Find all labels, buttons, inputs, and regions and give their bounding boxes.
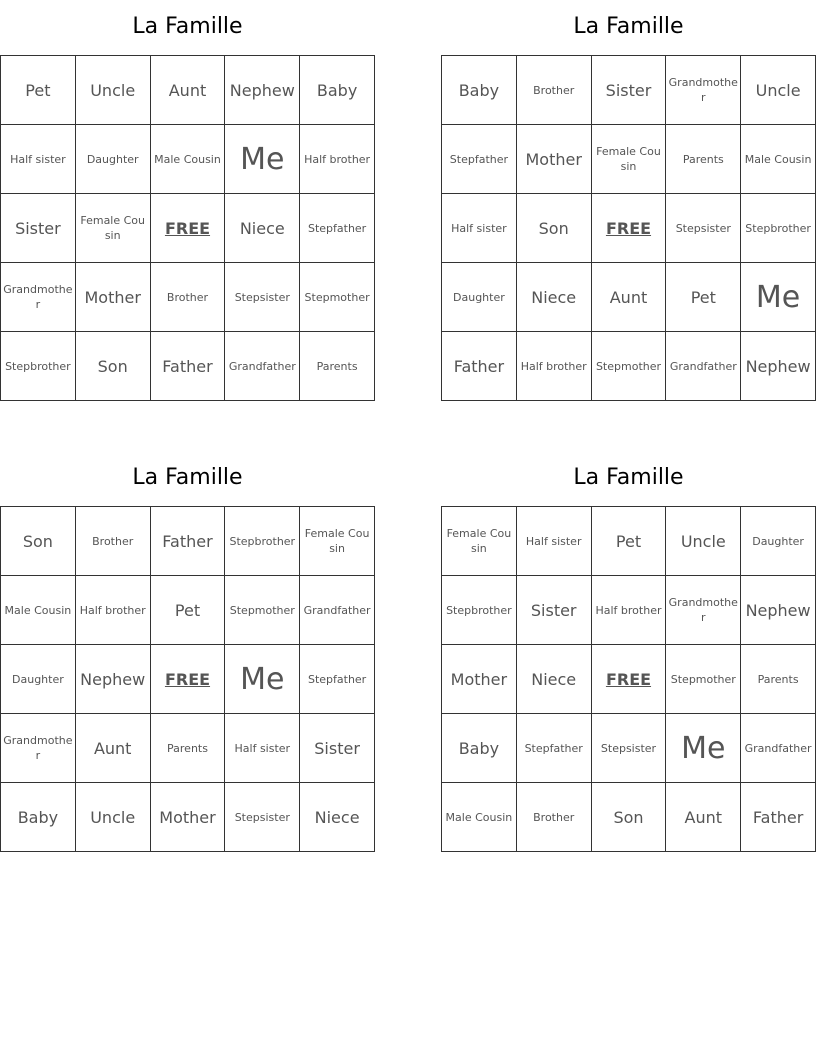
bingo-cell[interactable]: Grandfather <box>300 576 375 645</box>
bingo-cell[interactable]: Sister <box>591 56 666 125</box>
bingo-cell[interactable]: Stepsister <box>225 783 300 852</box>
bingo-cell[interactable]: Brother <box>150 263 225 332</box>
bingo-cell[interactable]: Stepbrother <box>225 507 300 576</box>
bingo-cell[interactable]: Half sister <box>225 714 300 783</box>
bingo-cell[interactable]: Son <box>75 332 150 401</box>
bingo-cell[interactable]: Baby <box>442 714 517 783</box>
bingo-grid <box>0 55 375 401</box>
bingo-cell[interactable]: Brother <box>516 783 591 852</box>
bingo-cell[interactable]: Stepmother <box>300 263 375 332</box>
bingo-cell[interactable]: Half brother <box>300 125 375 194</box>
bingo-cell[interactable]: Stepfather <box>442 125 517 194</box>
bingo-cell[interactable]: Stepfather <box>300 645 375 714</box>
grid-row <box>442 645 816 714</box>
bingo-cell[interactable]: Son <box>591 783 666 852</box>
grid-row <box>1 263 375 332</box>
bingo-cell[interactable]: Daughter <box>442 263 517 332</box>
bingo-cell[interactable]: Stepmother <box>591 332 666 401</box>
grid-row <box>1 507 375 576</box>
grid-row <box>442 714 816 783</box>
bingo-cell[interactable]: Son <box>1 507 76 576</box>
bingo-cell[interactable]: Stepsister <box>666 194 741 263</box>
card-title-text: La Famille <box>573 465 684 490</box>
bingo-cell[interactable]: Pet <box>591 507 666 576</box>
bingo-cell[interactable]: Half brother <box>516 332 591 401</box>
card-title-text: La Famille <box>132 14 243 39</box>
bingo-cell[interactable]: Half sister <box>516 507 591 576</box>
bingo-cell[interactable]: Stepfather <box>300 194 375 263</box>
bingo-cell[interactable]: Mother <box>150 783 225 852</box>
bingo-cell[interactable]: Niece <box>300 783 375 852</box>
card-title <box>441 0 816 55</box>
bingo-cell[interactable]: Sister <box>300 714 375 783</box>
bingo-cell[interactable]: Me <box>225 645 300 714</box>
bingo-cell[interactable]: Stepfather <box>516 714 591 783</box>
bingo-cell[interactable]: Grandmother <box>666 576 741 645</box>
bingo-grid <box>441 506 816 852</box>
bingo-card-4 <box>441 451 816 852</box>
bingo-cell[interactable]: Baby <box>1 783 76 852</box>
bingo-cell[interactable]: Uncle <box>666 507 741 576</box>
bingo-cell[interactable]: Uncle <box>741 56 816 125</box>
bingo-cell[interactable]: Me <box>225 125 300 194</box>
bingo-cell[interactable]: Parents <box>300 332 375 401</box>
card-title-text: La Famille <box>132 465 243 490</box>
bingo-cell[interactable]: Daughter <box>741 507 816 576</box>
bingo-cell[interactable]: Mother <box>75 263 150 332</box>
card-title-text: La Famille <box>573 14 684 39</box>
bingo-cell[interactable]: Aunt <box>591 263 666 332</box>
free-cell[interactable]: FREE <box>591 194 666 263</box>
grid-row <box>442 194 816 263</box>
bingo-cell[interactable]: Male Cousin <box>150 125 225 194</box>
bingo-cell[interactable]: Aunt <box>75 714 150 783</box>
card-title <box>441 451 816 506</box>
bingo-cell[interactable]: Female Cousin <box>442 507 517 576</box>
bingo-cell[interactable]: Male Cousin <box>1 576 76 645</box>
card-title <box>0 451 375 506</box>
free-cell[interactable]: FREE <box>591 645 666 714</box>
bingo-cell[interactable]: Father <box>150 332 225 401</box>
bingo-cell[interactable]: Niece <box>225 194 300 263</box>
free-cell[interactable]: FREE <box>150 645 225 714</box>
grid-row <box>442 263 816 332</box>
bingo-cell[interactable]: Half brother <box>75 576 150 645</box>
bingo-cell[interactable]: Female Cousin <box>300 507 375 576</box>
bingo-cell[interactable]: Grandfather <box>741 714 816 783</box>
bingo-cell[interactable]: Father <box>741 783 816 852</box>
bingo-cell[interactable]: Baby <box>442 56 517 125</box>
bingo-cell[interactable]: Stepbrother <box>442 576 517 645</box>
grid-row <box>1 783 375 852</box>
bingo-cell[interactable]: Stepmother <box>666 645 741 714</box>
bingo-cell[interactable]: Nephew <box>75 645 150 714</box>
grid-row <box>1 125 375 194</box>
bingo-cell[interactable]: Daughter <box>75 125 150 194</box>
bingo-cell[interactable]: Parents <box>150 714 225 783</box>
bingo-cell[interactable]: Baby <box>300 56 375 125</box>
bingo-cell[interactable]: Stepsister <box>591 714 666 783</box>
grid-row <box>1 194 375 263</box>
bingo-cell[interactable]: Uncle <box>75 56 150 125</box>
bingo-cell[interactable]: Parents <box>666 125 741 194</box>
bingo-card-3 <box>0 451 375 852</box>
bingo-cell[interactable]: Uncle <box>75 783 150 852</box>
bingo-cell[interactable]: Mother <box>516 125 591 194</box>
bingo-cell[interactable]: Niece <box>516 263 591 332</box>
bingo-cell[interactable]: Me <box>741 263 816 332</box>
bingo-cell[interactable]: Half sister <box>1 125 76 194</box>
bingo-cell[interactable]: Half brother <box>591 576 666 645</box>
bingo-card-1 <box>0 0 375 401</box>
bingo-cell[interactable]: Grandmother <box>666 56 741 125</box>
bingo-cell[interactable]: Son <box>516 194 591 263</box>
bingo-cell[interactable]: Brother <box>75 507 150 576</box>
bingo-cell[interactable]: Pet <box>666 263 741 332</box>
bingo-cell[interactable]: Half sister <box>442 194 517 263</box>
free-cell[interactable]: FREE <box>150 194 225 263</box>
bingo-cell[interactable]: Nephew <box>225 56 300 125</box>
bingo-cell[interactable]: Stepsister <box>225 263 300 332</box>
grid-row <box>442 507 816 576</box>
bingo-cell[interactable]: Stepbrother <box>1 332 76 401</box>
bingo-cell[interactable]: Grandfather <box>225 332 300 401</box>
grid-row <box>1 56 375 125</box>
bingo-cell[interactable]: Grandmother <box>1 714 76 783</box>
bingo-grid <box>441 55 816 401</box>
grid-row <box>442 576 816 645</box>
bingo-cell[interactable]: Brother <box>516 56 591 125</box>
bingo-cell[interactable]: Niece <box>516 645 591 714</box>
bingo-cell[interactable]: Stepbrother <box>741 194 816 263</box>
bingo-cell[interactable]: Pet <box>1 56 76 125</box>
bingo-cell[interactable]: Female Cousin <box>75 194 150 263</box>
grid-row <box>1 576 375 645</box>
bingo-cell[interactable]: Me <box>666 714 741 783</box>
bingo-cell[interactable]: Nephew <box>741 576 816 645</box>
grid-row <box>442 56 816 125</box>
bingo-cell[interactable]: Sister <box>1 194 76 263</box>
bingo-cell[interactable]: Parents <box>741 645 816 714</box>
bingo-cell[interactable]: Female Cousin <box>591 125 666 194</box>
bingo-cell[interactable]: Mother <box>442 645 517 714</box>
bingo-cell[interactable]: Daughter <box>1 645 76 714</box>
bingo-cell[interactable]: Male Cousin <box>741 125 816 194</box>
bingo-cell[interactable]: Grandfather <box>666 332 741 401</box>
card-title <box>0 0 375 55</box>
grid-row <box>442 332 816 401</box>
bingo-cell[interactable]: Aunt <box>150 56 225 125</box>
bingo-cell[interactable]: Sister <box>516 576 591 645</box>
bingo-cell[interactable]: Father <box>150 507 225 576</box>
bingo-cell[interactable]: Nephew <box>741 332 816 401</box>
grid-row <box>1 645 375 714</box>
bingo-grid <box>0 506 375 852</box>
bingo-card-2 <box>441 0 816 401</box>
grid-row <box>442 125 816 194</box>
bingo-cell[interactable]: Male Cousin <box>442 783 517 852</box>
bingo-cell[interactable]: Aunt <box>666 783 741 852</box>
grid-row <box>1 332 375 401</box>
grid-row <box>1 714 375 783</box>
bingo-cell[interactable]: Pet <box>150 576 225 645</box>
bingo-cell[interactable]: Father <box>442 332 517 401</box>
grid-row <box>442 783 816 852</box>
bingo-cell[interactable]: Stepmother <box>225 576 300 645</box>
bingo-cell[interactable]: Grandmother <box>1 263 76 332</box>
